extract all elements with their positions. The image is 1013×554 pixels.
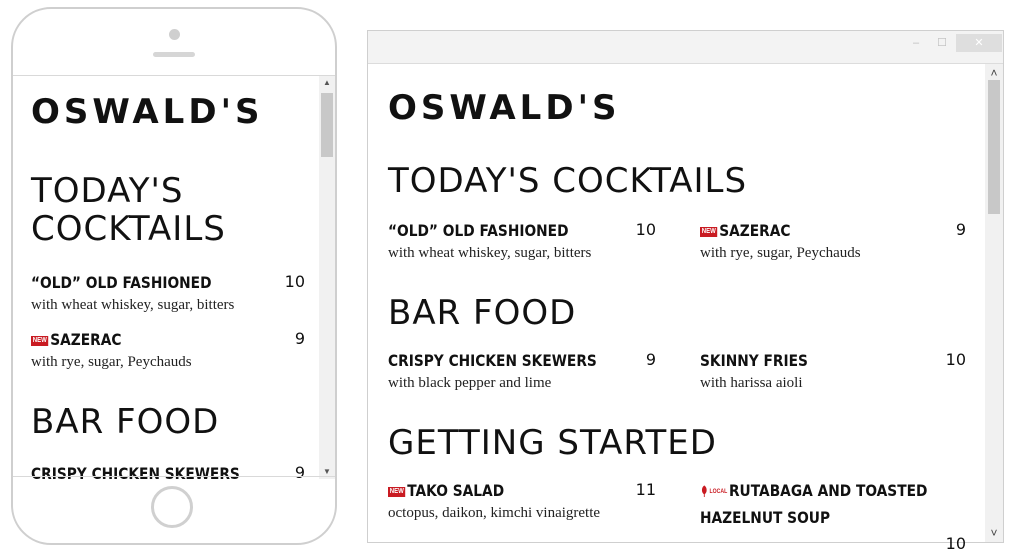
- phone-speaker: [153, 52, 195, 57]
- window-scrollbar[interactable]: [985, 64, 1003, 542]
- menu-item-name-text: TAKO SALAD: [407, 481, 505, 500]
- local-badge: LOCAL: [709, 489, 728, 495]
- new-badge: NEW: [32, 337, 47, 344]
- menu-item-price: 9: [645, 350, 656, 369]
- menu-item-name: [700, 481, 927, 502]
- close-icon[interactable]: ✕: [956, 34, 1002, 52]
- window-titlebar: [368, 31, 1003, 64]
- section-title-line-1: TODAY'S: [31, 171, 184, 211]
- section-title-cocktails: TODAY'S COCKTAILS: [388, 161, 748, 201]
- maximize-icon[interactable]: ☐: [937, 37, 947, 49]
- menu-item-price: 10: [284, 272, 305, 291]
- menu-item-name-text: RUTABAGA AND TOASTED: [728, 481, 928, 500]
- scrollbar-thumb[interactable]: [321, 93, 333, 157]
- menu-item-name: [388, 481, 504, 501]
- menu-item-description: with rye, sugar, Peychauds: [700, 245, 861, 261]
- menu-item-name: “OLD” OLD FASHIONED: [388, 221, 569, 240]
- phone-bottom-bezel: [13, 476, 335, 543]
- menu-item-name: [700, 221, 791, 241]
- menu-item-name-text: SAZERAC: [50, 330, 122, 349]
- menu-item-name: CRISPY CHICKEN SKEWERS: [31, 464, 240, 483]
- phone-top-bezel: [13, 9, 335, 76]
- front-camera: [169, 29, 180, 40]
- brand-title: OSWALD'S: [31, 92, 264, 132]
- menu-item-description: with harissa aioli: [700, 375, 803, 391]
- phone-scrollbar[interactable]: [319, 76, 335, 479]
- phone-frame: [11, 7, 337, 545]
- scroll-down-arrow-icon[interactable]: ▼: [323, 467, 331, 476]
- scroll-down-arrow-icon[interactable]: ˅: [990, 526, 998, 540]
- menu-item-price: 9: [955, 220, 966, 239]
- local-leaf-icon: [700, 486, 709, 497]
- menu-item-price: 10: [945, 534, 966, 553]
- new-badge: NEW: [389, 488, 404, 495]
- scroll-up-arrow-icon[interactable]: ˄: [990, 66, 998, 80]
- home-button[interactable]: [151, 486, 193, 528]
- new-badge: NEW: [701, 228, 716, 235]
- desktop-window: [367, 30, 1004, 553]
- minimize-icon[interactable]: –: [912, 37, 920, 49]
- menu-item-name-text: SAZERAC: [719, 221, 791, 240]
- menu-item-price: 11: [635, 480, 656, 499]
- menu-item-price: 10: [945, 350, 966, 369]
- window-content: [368, 64, 1003, 553]
- section-title-bar-food: BAR FOOD: [388, 293, 577, 333]
- menu-item-name: SKINNY FRIES: [700, 351, 808, 370]
- menu-item-description: with wheat whiskey, sugar, bitters: [31, 297, 235, 313]
- section-title-bar-food: BAR FOOD: [31, 402, 220, 442]
- section-title-cocktails: [31, 172, 226, 248]
- phone-screen: [13, 76, 335, 483]
- menu-item-description: octopus, daikon, kimchi vinaigrette: [388, 505, 601, 521]
- scrollbar-thumb[interactable]: [988, 80, 1000, 214]
- scroll-up-arrow-icon[interactable]: ▲: [323, 78, 331, 87]
- menu-item-price: 9: [294, 463, 305, 482]
- menu-item-name: [31, 330, 122, 350]
- menu-item-price: 10: [635, 220, 656, 239]
- menu-item-description: with rye, sugar, Peychauds: [31, 354, 192, 370]
- menu-item-price: 9: [294, 329, 305, 348]
- menu-item-name: CRISPY CHICKEN SKEWERS: [388, 351, 597, 370]
- menu-item-name-line-2: HAZELNUT SOUP: [700, 508, 831, 527]
- menu-item-description: with black pepper and lime: [388, 375, 552, 391]
- section-title-line-2: COCKTAILS: [31, 209, 226, 249]
- section-title-getting-started: GETTING STARTED: [388, 423, 717, 463]
- menu-item-name: “OLD” OLD FASHIONED: [31, 273, 212, 292]
- menu-item-description: with wheat whiskey, sugar, bitters: [388, 245, 592, 261]
- brand-title: OSWALD'S: [388, 88, 621, 128]
